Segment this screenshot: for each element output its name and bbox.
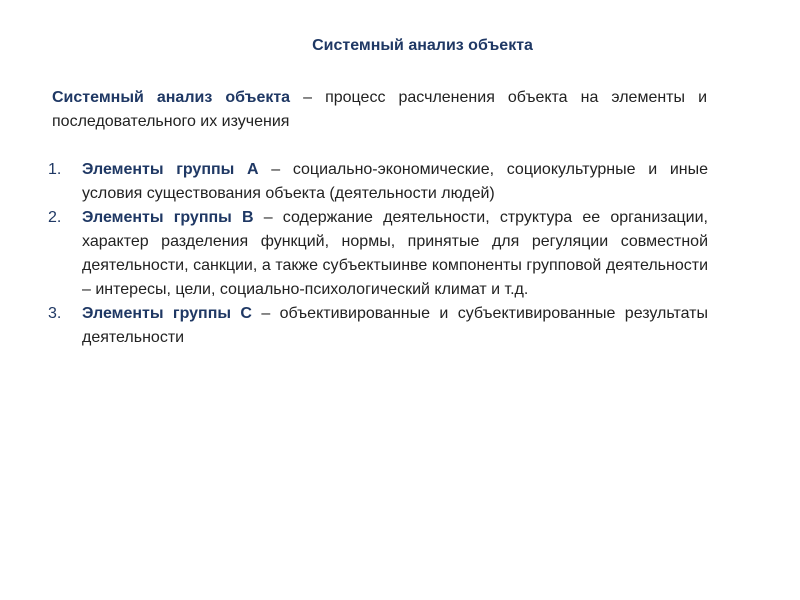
list-item-term: Элементы группы А bbox=[82, 161, 259, 178]
list-item-number: 3. bbox=[48, 305, 62, 322]
list-item-text: – социально-экономические, социокультурные и иные условия существования объекта (деятельности людей) bbox=[82, 161, 708, 202]
slide-title: Системный анализ объекта bbox=[312, 37, 533, 54]
intro-paragraph bbox=[52, 86, 707, 134]
list-item-term: Элементы группы В bbox=[82, 209, 254, 226]
list-item-number: 1. bbox=[48, 161, 62, 178]
list-item-term: Элементы группы С bbox=[82, 305, 252, 322]
list-item-group-a bbox=[48, 158, 708, 206]
list-item-text: – содержание деятельности, структура ее организации, характер разделения функций, нормы, принятые для регуляции совместной деятельности, санкции, а также субъектыинве компоненты групповой деятельности – интересы, цели, социально-психологический климат и т.д. bbox=[82, 209, 708, 298]
list-item-group-c bbox=[48, 302, 708, 350]
list-item-number: 2. bbox=[48, 209, 62, 226]
intro-term: Системный анализ объекта bbox=[52, 89, 291, 106]
slide-title-container bbox=[0, 36, 800, 56]
list-item-text: – объективированные и субъективированные результаты деятельности bbox=[82, 305, 708, 346]
elements-list bbox=[48, 158, 708, 350]
list-item-group-b bbox=[48, 206, 708, 302]
intro-definition: – процесс расчленения объекта на элементы и последовательного их изучения bbox=[52, 89, 708, 130]
